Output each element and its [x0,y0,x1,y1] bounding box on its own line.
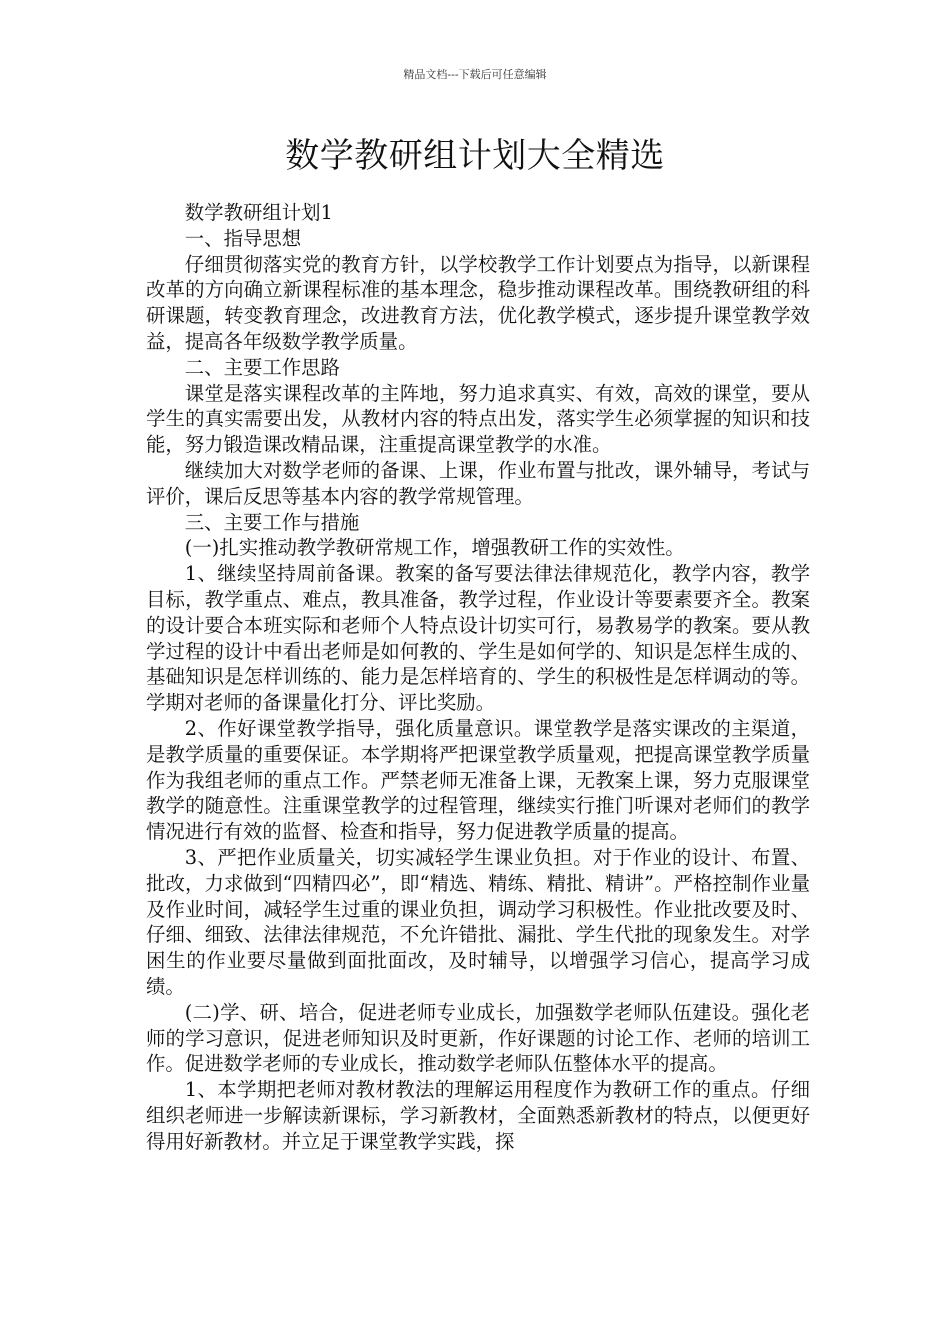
page-header: 精品文档---下载后可任意编辑 [403,68,547,81]
paragraph: 1、本学期把老师对教材教法的理解运用程度作为教研工作的重点。仔细组织老师进一步解读新课标，学习新教材，全面熟悉新教材的特点，以便更好得用好新教材。并立足于课堂教学实践，探 [146,1078,810,1153]
paragraph: 2、作好课堂教学指导，强化质量意识。课堂教学是落实课改的主渠道，是教学质量的重要保证。本学期将严把课堂教学质量观，把提高课堂教学质量作为我组老师的重点工作。严禁老师无准备上课，无教案上课，努力克服课堂教学的随意性。注重课堂教学的过程管理，继续实行推门听课对老师们的教学情况进行有效的监督、检查和指导，努力促进教学质量的提高。 [146,716,810,844]
document-title: 数学教研组计划大全精选 [285,136,665,176]
paragraph-section-heading-3: 三、主要工作与措施 [184,510,360,534]
paragraph: 课堂是落实课程改革的主阵地，努力追求真实、有效，高效的课堂，要从学生的真实需要出发，从教材内容的特点出发，落实学生必须掌握的知识和技能，努力锻造课改精品课，注重提高课堂教学的水准。 [146,381,810,457]
paragraph: 3、严把作业质量关，切实减轻学生课业负担。对于作业的设计、布置、批改，力求做到“四精四必”，即“精选、精练、精批、精讲”。严格控制作业量及作业时间，减轻学生过重的课业负担，调动学习积极性。作业批改要及时、仔细、细致、法律法律规范，不允许错批、漏批、学生代批的现象发生。对学困生的作业要尽量做到面批面改，及时辅导，以增强学习信心，提高学习成绩。 [146,845,810,998]
paragraph-plan-subtitle: 数学教研组计划1 [184,201,333,224]
paragraph-section-heading-1: 一、指导思想 [184,226,302,250]
paragraph: 继续加大对数学老师的备课、上课，作业布置与批改，课外辅导，考试与评价，课后反思等基本内容的教学常规管理。 [146,458,810,508]
paragraph: (二)学、研、培合，促进老师专业成长，加强数学老师队伍建设。强化老师的学习意识，促进老师知识及时更新，作好课题的讨论工作、老师的培训工作。促进数学老师的专业成长，推动数学老师队伍整体水平的提高。 [146,1000,810,1076]
paragraph-section-heading-2: 二、主要工作思路 [184,355,340,379]
paragraph: 仔细贯彻落实党的教育方针，以学校教学工作计划要点为指导，以新课程改革的方向确立新课程标准的基本理念，稳步推动课程改革。围绕教研组的科研课题，转变教育理念，改进教育方法，优化教学模式，逐步提升课堂教学效益，提高各年级数学教学质量。 [146,252,810,353]
paragraph-subsection-heading: (一)扎实推动教学教研常规工作，增强教研工作的实效性。 [184,536,685,560]
paragraph: 1、继续坚持周前备课。教案的备写要法律法律规范化，教学内容，教学目标，教学重点、难点，教具准备，教学过程，作业设计等要素要齐全。教案的设计要合本班实际和老师个人特点设计切实可行，易教易学的教案。要从教学过程的设计中看出老师是如何教的、学生是如何学的、知识是怎样生成的、基础知识是怎样训练的、能力是怎样培育的、学生的积极性是怎样调动的等。学期对老师的备课量化打分、评比奖励。 [146,562,810,715]
document-body [146,200,810,1154]
